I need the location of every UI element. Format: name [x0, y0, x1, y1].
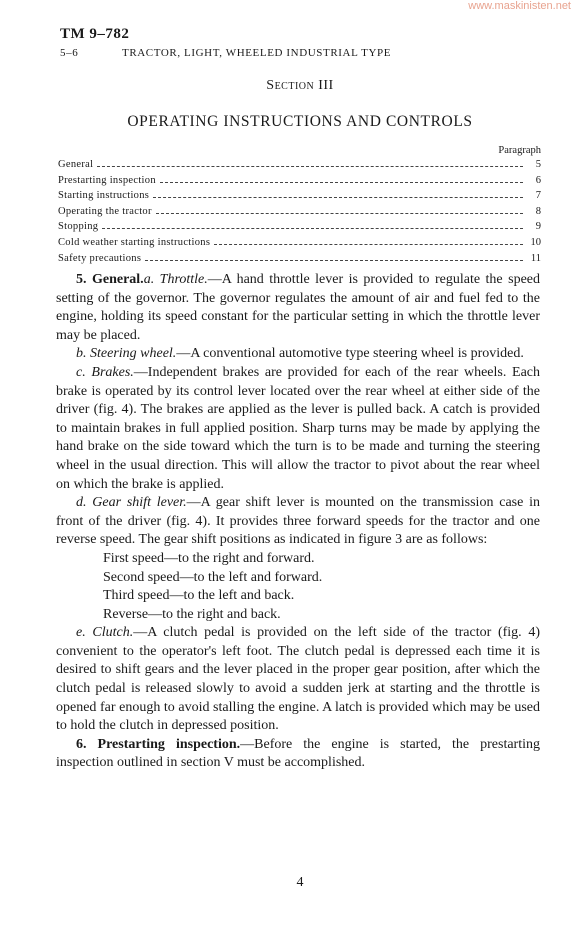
gear-positions-list — [56, 550, 540, 624]
running-title: TRACTOR, LIGHT, WHEELED INDUSTRIAL TYPE — [122, 47, 392, 59]
watermark: www.maskinisten.net — [468, 0, 571, 12]
list-item: Reverse—to the right and back. — [103, 606, 281, 622]
toc-entry: Operating the tractor 8 — [58, 205, 541, 217]
paragraph-clutch: e. Clutch.—A clutch pedal is provided on the left side of the tractor (fig. 4) convenient to the operator's left foot. The clutch pedal is depressed each time it is desired to shift gears and the lever placed in the proper gear position, after which the clutch pedal is released slowly to avoid a sudden jerk at starting and the throttle is opened far enough to avoid stalling the engine. A latch is provided which may be used to hold the clutch in depressed position. — [56, 625, 541, 734]
toc-entry: Prestarting inspection 6 — [58, 174, 541, 186]
toc-paragraph-heading: Paragraph — [498, 145, 541, 156]
page-number: 4 — [296, 875, 304, 890]
paragraph-steering: b. Steering wheel.—A conventional automotive type steering wheel is provided. — [76, 346, 524, 362]
paragraph-general: 5. General.a. Throttle.—A hand throttle lever is provided to regulate the speed setting of the governor. The governor regulates the amount of air and fuel fed to the engine, holding its speed constant for the particular setting in which the throttle lever may be placed. — [56, 272, 540, 343]
list-item: Second speed—to the left and forward. — [103, 569, 323, 585]
tm-number: TM 9–782 — [60, 26, 130, 42]
paragraph-brakes: c. Brakes.—Independent brakes are provided for each of the rear wheels. Each brake is operated by its control lever located over the rear wheel at either side of the driver (fig. 4). The brakes are applied as the lever is pulled back. A catch is provided to maintain brakes in full applied position. Sharp turns may be made by applying the hand brake on the side toward which the turn is to be made and turning the steering wheel in the usual direction. This will allow the tractor to pivot about the rear wheel on which the brake is applied. — [56, 364, 540, 492]
paragraph-prestarting: 6. Prestarting inspection.—Before the engine is started, the prestarting inspection outlined in section V must be accomplished. — [56, 736, 540, 771]
list-item: Third speed—to the left and back. — [103, 588, 295, 604]
toc-entry: Stopping 9 — [58, 221, 541, 233]
running-header — [60, 47, 500, 59]
toc-entry: Starting instructions 7 — [58, 190, 541, 202]
toc-entry: Safety precautions 11 — [58, 252, 541, 264]
section-heading: Section III — [266, 78, 334, 93]
page-reference: 5–6 — [60, 47, 79, 59]
toc-entry: Cold weather starting instructions 10 — [58, 236, 541, 248]
page-title: OPERATING INSTRUCTIONS AND CONTROLS — [127, 113, 473, 130]
paragraph-gear-shift: d. Gear shift lever.—A gear shift lever is mounted on the transmission case in front of the driver (fig. 4). It provides three forward speeds for the tractor and one reverse speed. The gear shift positions as indicated in figure 3 are as follows: — [56, 495, 540, 548]
table-of-contents — [58, 157, 541, 266]
body-text — [56, 271, 540, 773]
toc-entry: General 5 — [58, 159, 541, 170]
list-item: First speed—to the right and forward. — [103, 550, 315, 566]
